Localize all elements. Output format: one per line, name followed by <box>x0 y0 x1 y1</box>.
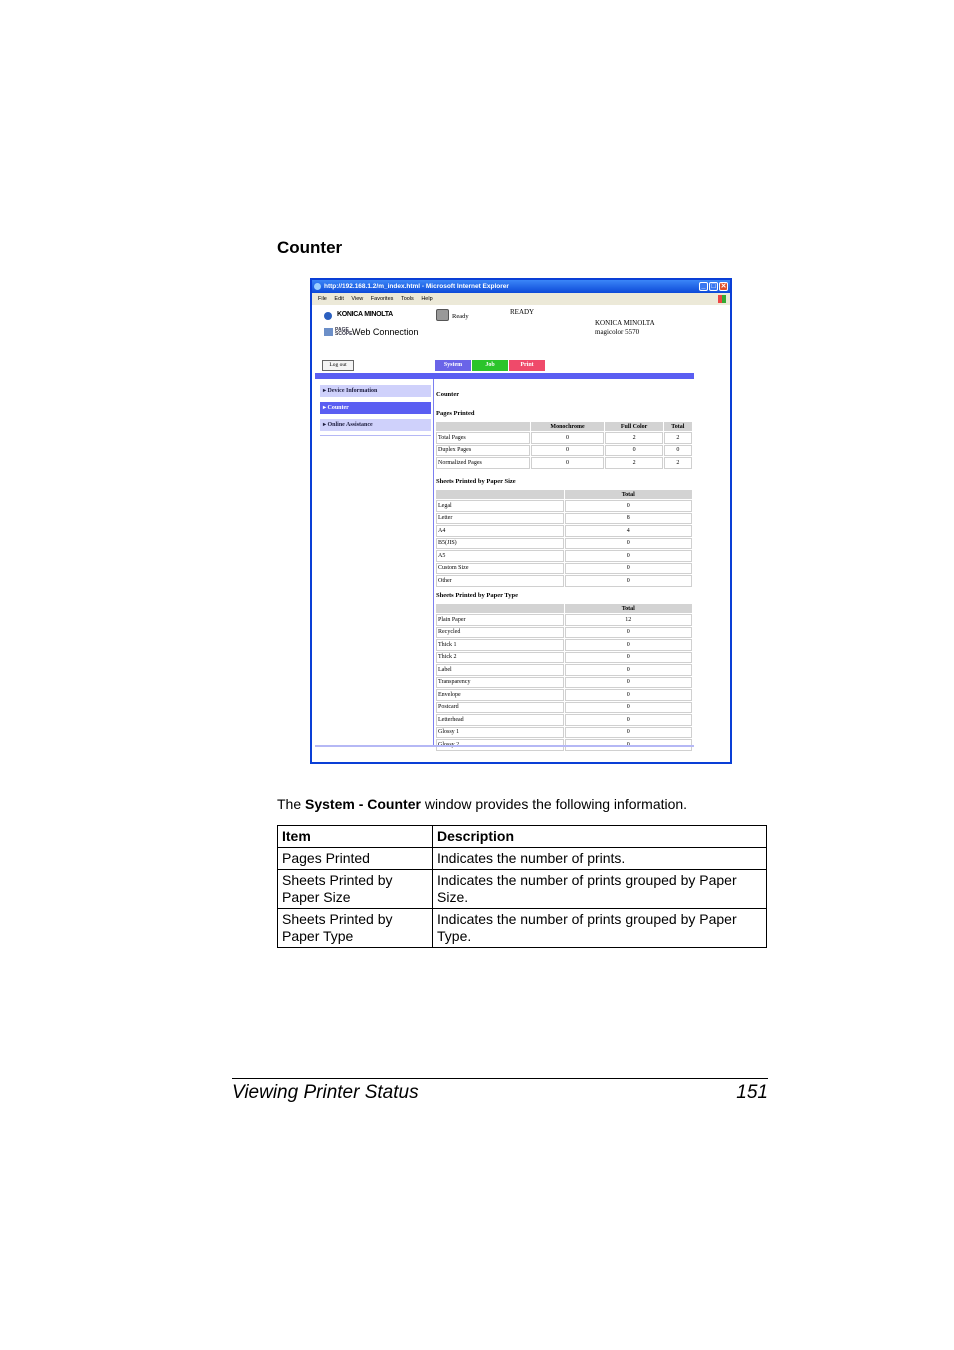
intro-post: window provides the following information. <box>420 796 688 812</box>
cell-value: 2 <box>605 457 662 469</box>
cell-value: 0 <box>605 445 662 457</box>
sidebar <box>315 379 434 747</box>
table-row <box>436 714 692 726</box>
tab-job[interactable]: Job <box>472 360 508 371</box>
column-header: Full Color <box>605 422 662 431</box>
column-header <box>436 490 564 499</box>
paper-size-table <box>435 489 693 588</box>
row-label: Legal <box>436 500 564 512</box>
cell-value: 0 <box>565 727 693 739</box>
row-label: Letterhead <box>436 714 564 726</box>
row-label: Glossy 1 <box>436 727 564 739</box>
cell-value: 0 <box>565 500 693 512</box>
browser-titlebar <box>312 280 730 293</box>
cell-value: 2 <box>664 457 692 469</box>
table-row <box>278 848 767 870</box>
row-label: Transparency <box>436 677 564 689</box>
pages-printed-title: Pages Printed <box>436 410 475 417</box>
printer-status-icon <box>436 309 449 321</box>
description-table <box>277 825 767 948</box>
row-description: Indicates the number of prints. <box>433 848 767 870</box>
menu-view[interactable]: View <box>351 296 364 302</box>
cell-value: 0 <box>664 445 692 457</box>
table-row <box>436 639 692 651</box>
table-row <box>436 702 692 714</box>
table-header-row <box>436 604 692 613</box>
cell-value: 0 <box>565 689 693 701</box>
brand-name: KONICA MINOLTA <box>337 311 393 318</box>
cell-value: 0 <box>565 714 693 726</box>
cell-value: 0 <box>531 445 605 457</box>
cell-value: 0 <box>531 457 605 469</box>
table-row <box>436 563 692 575</box>
menu-help[interactable]: Help <box>421 296 433 302</box>
by-type-title: Sheets Printed by Paper Type <box>436 592 518 599</box>
pages-printed-table <box>435 421 693 470</box>
footer-rule <box>232 1078 768 1079</box>
table-row <box>436 627 692 639</box>
row-label: Duplex Pages <box>436 445 530 457</box>
table-row <box>436 689 692 701</box>
page-number: 151 <box>736 1082 768 1103</box>
column-header: Total <box>664 422 692 431</box>
row-label: Letter <box>436 513 564 525</box>
column-header: Total <box>565 604 693 613</box>
status-big: READY <box>510 308 535 316</box>
cell-value: 4 <box>565 525 693 537</box>
sidebar-item-device-information[interactable]: ▸ Device Information <box>320 385 431 397</box>
cell-value: 0 <box>565 677 693 689</box>
sidebar-item-counter[interactable]: ▸ Counter <box>320 402 431 414</box>
row-label: Postcard <box>436 702 564 714</box>
pagescope-logo-icon <box>324 328 333 336</box>
table-row <box>436 727 692 739</box>
pagescope-small: PAGE SCOPE <box>335 327 353 337</box>
footer-title: Viewing Printer Status <box>232 1082 419 1103</box>
column-header: Monochrome <box>531 422 605 431</box>
table-header-row <box>436 490 692 499</box>
cell-value: 0 <box>565 550 693 562</box>
row-label: Recycled <box>436 627 564 639</box>
browser-screenshot <box>310 278 732 764</box>
row-description: Indicates the number of prints grouped by Paper Type. <box>433 909 767 948</box>
row-label: Thick 1 <box>436 639 564 651</box>
row-label: B5(JIS) <box>436 538 564 550</box>
model-line1: KONICA MINOLTA <box>595 319 655 327</box>
table-row <box>436 500 692 512</box>
cell-value: 0 <box>565 627 693 639</box>
table-row <box>436 550 692 562</box>
table-header-row <box>278 826 767 848</box>
cell-value: 2 <box>664 432 692 444</box>
cell-value: 0 <box>565 664 693 676</box>
paper-type-table <box>435 603 693 752</box>
model-name <box>595 319 655 337</box>
table-row <box>436 513 692 525</box>
browser-title: http://192.168.1.2/m_index.html - Microsoft Internet Explorer <box>324 283 509 290</box>
logout-button[interactable]: Log out <box>322 360 354 371</box>
column-header <box>436 604 564 613</box>
table-header-row <box>436 422 692 431</box>
footer-bar <box>315 745 694 747</box>
row-description: Indicates the number of prints grouped by Paper Size. <box>433 870 767 909</box>
menu-tools[interactable]: Tools <box>400 296 414 302</box>
header-description: Description <box>433 826 767 848</box>
table-row <box>436 432 692 444</box>
sidebar-divider <box>320 435 431 436</box>
menu-favorites[interactable]: Favorites <box>370 296 394 302</box>
cell-value: 12 <box>565 614 693 626</box>
cell-value: 0 <box>531 432 605 444</box>
table-row <box>436 664 692 676</box>
table-row <box>436 614 692 626</box>
table-row <box>436 652 692 664</box>
section-title: Counter <box>277 238 343 257</box>
minimize-icon[interactable]: _ <box>699 282 708 291</box>
intro-bold: System - Counter <box>305 796 421 812</box>
row-item: Pages Printed <box>278 848 433 870</box>
cell-value: 2 <box>605 432 662 444</box>
cell-value: 0 <box>565 563 693 575</box>
cell-value: 0 <box>565 702 693 714</box>
row-label: Envelope <box>436 689 564 701</box>
ie-icon <box>314 283 321 290</box>
web-page <box>312 305 730 762</box>
row-label: Custom Size <box>436 563 564 575</box>
table-row <box>278 870 767 909</box>
table-row <box>436 538 692 550</box>
status-small: Ready <box>452 313 469 320</box>
column-header <box>436 422 530 431</box>
table-row <box>436 575 692 587</box>
table-row <box>436 525 692 537</box>
menu-file[interactable]: File <box>318 296 327 302</box>
row-label: Thick 2 <box>436 652 564 664</box>
windows-flag-icon <box>718 295 726 303</box>
by-size-title: Sheets Printed by Paper Size <box>436 478 516 485</box>
menu-edit[interactable]: Edit <box>334 296 344 302</box>
row-label: Other <box>436 575 564 587</box>
cell-value: 0 <box>565 575 693 587</box>
row-label: A5 <box>436 550 564 562</box>
table-row <box>278 909 767 948</box>
model-line2: magicolor 5570 <box>595 328 640 336</box>
content-title: Counter <box>436 391 460 398</box>
pagescope-title: Web Connection <box>352 327 419 337</box>
table-row <box>436 677 692 689</box>
row-label: Label <box>436 664 564 676</box>
column-header: Total <box>565 490 693 499</box>
row-item: Sheets Printed by Paper Size <box>278 870 433 909</box>
konica-logo-icon <box>324 312 332 320</box>
header-item: Item <box>278 826 433 848</box>
cell-value: 0 <box>565 538 693 550</box>
cell-value: 8 <box>565 513 693 525</box>
sidebar-item-online-assistance[interactable]: ▸ Online Assistance <box>320 419 431 431</box>
cell-value: 0 <box>565 639 693 651</box>
intro-pre: The <box>277 796 306 812</box>
row-label: A4 <box>436 525 564 537</box>
row-item: Sheets Printed by Paper Type <box>278 909 433 948</box>
row-label: Total Pages <box>436 432 530 444</box>
row-label: Plain Paper <box>436 614 564 626</box>
maximize-icon[interactable]: □ <box>709 282 718 291</box>
table-row <box>436 457 692 469</box>
row-label: Normalized Pages <box>436 457 530 469</box>
tab-system[interactable]: System <box>435 360 471 371</box>
tab-print[interactable]: Print <box>509 360 545 371</box>
close-icon[interactable]: ✕ <box>720 283 727 290</box>
intro-text <box>277 796 687 812</box>
cell-value: 0 <box>565 652 693 664</box>
table-row <box>436 445 692 457</box>
